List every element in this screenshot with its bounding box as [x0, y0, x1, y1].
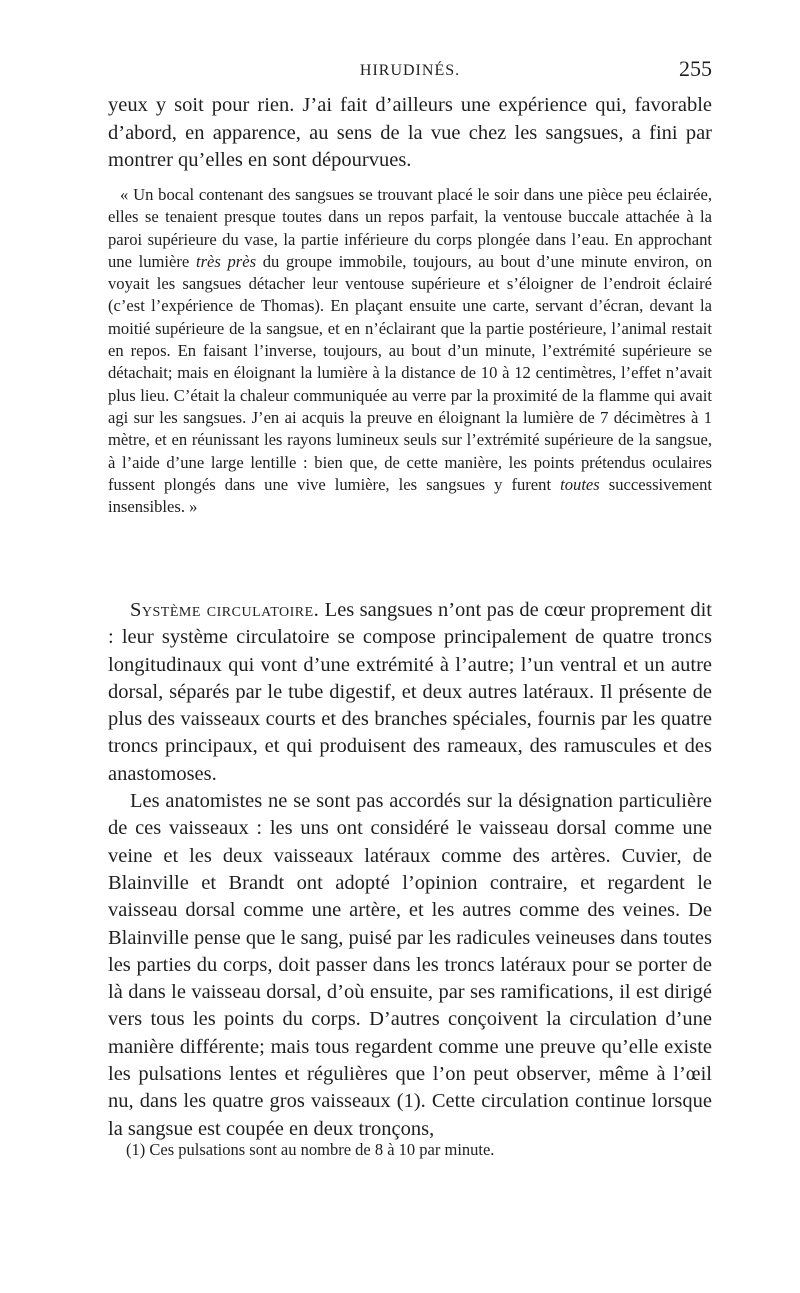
- intro-paragraph: yeux y soit pour rien. J’ai fait d’ailleurs une expérience qui, favorable d’abord, en apparence, au sens de la vue chez les sangsues, a fini par montrer qu’elles en sont dépourvues.: [108, 94, 712, 171]
- section-heading: Système circulatoire.: [130, 599, 320, 621]
- quote-text-3: successivement insensibles. »: [108, 474, 713, 517]
- quotation-block: [108, 184, 712, 518]
- quote-text-2: du groupe immobile, toujours, au bout d’une minute environ, on voyait les sangsues détacher leur ventouse supérieure et s’éloigner de l’endroit éclairé (c’est l’expérience de Thomas). En plaçant ensuite une carte, servant d’écran, devant la moitié supérieure de la sangsue, et en n’éclairant que la partie postérieure, l’animal restait en repos. En faisant l’inverse, toujours, au bout d’un minute, l’extrémité supérieure se détachait; mais en éloignant la lumière à la distance de 10 à 12 centimètres, l’effet n’avait plus lieu. C’était la chaleur communiquée au verre par la proximité de la flamme qui avait agi sur les sangsues. J’en ai acquis la preuve en éloignant la lumière de 7 décimètres à 1 mètre, et en réunissant les rayons lumineux seuls sur l’extrémité supérieure de la sangsue, à l’aide d’une large lentille : bien que, de cette manière, les points prétendus oculaires fussent plongés dans une vive lumière, les sangsues y furent: [108, 251, 713, 494]
- quote-emphasis-1: très près: [195, 251, 257, 271]
- section-paragraph-2: Les anatomistes ne se sont pas accordés sur la désignation particulière de ces vaisseaux : les uns ont considéré le vaisseau dorsal comme une veine et les deux vaisseaux latéraux comme des artères. Cuvier, de Blainville et Brandt ont adopté l’opinion contraire, et regardent le vaisseau dorsal comme une artère, et les autres comme des veines. De Blainville pense que le sang, puisé par les radicules veineuses dans toutes les parties du corps, doit passer dans les troncs latéraux pour se porter de là dans le vaisseau dorsal, d’où ensuite, par ses ramifications, il est dirigé vers tous les points du corps. D’autres conçoivent la circulation d’une manière différente; mais tous regardent comme une preuve qu’elle existe les pulsations lentes et régulières que l’on peut observer, même à l’œil nu, dans les quatre gros vaisseaux (1). Cette circulation continue lorsque la sangsue est coupée en deux tronçons,: [108, 790, 712, 1140]
- section-paragraph-1: [108, 597, 712, 788]
- running-title: HIRUDINÉS.: [359, 62, 461, 79]
- quote-text-1: « Un bocal contenant des sangsues se trouvant placé le soir dans une pièce peu éclairée, elles se tenaient presque toutes dans un repos parfait, la ventouse buccale attachée à la paroi supérieure du vase, la partie inférieure du corps plongée dans l’eau. En approchant une lumière: [108, 185, 712, 271]
- running-head: [108, 56, 712, 86]
- quotation-paragraph: [108, 184, 712, 518]
- book-page: [108, 0, 712, 1293]
- main-section: [108, 597, 712, 1143]
- section-paragraph-1-text: Les sangsues n’ont pas de cœur proprement dit : leur système circulatoire se compose principalement de quatre troncs longitudinaux qui vont d’une extrémité à l’autre; l’un ventral et un autre dorsal, séparés par le tube digestif, et deux autres latéraux. Il présente de plus des vaisseaux courts et des branches spéciales, fournis par les quatre troncs principaux, et qui produisent des rameaux, des ramuscules et des anastomoses.: [108, 599, 712, 785]
- footnote: (1) Ces pulsations sont au nombre de 8 à 10 par minute.: [126, 1140, 495, 1159]
- quote-emphasis-2: toutes: [560, 474, 600, 494]
- page-number: 255: [679, 56, 712, 81]
